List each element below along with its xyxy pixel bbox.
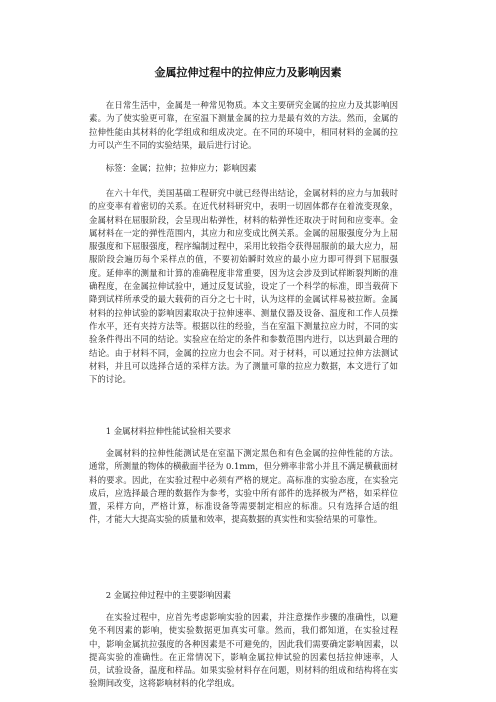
section-2-paragraph: 在实验过程中，应首先考虑影响实验的因素，并注意操作步骤的准确性，以避免不利因素的影响，使实验数据更加真实可靠。然而，我们都知道，在实验过程中，影响金属抗拉强度的各种因素是不可避免的，因此我们需要确定影响因素，以提高实验的准确性。在正常情况下，影响金属拉伸试验的因素包括拉伸速率，人员，试验设备，温度和样品。如果实验材料存在问题，则材料的组成和结构将在实验期间改变，这将影响材料的化学组成。 [89, 612, 398, 689]
keywords-line: 标签：金属；拉伸；拉伸应力；影响因素 [105, 163, 257, 173]
section-1-paragraph: 金属材料的拉伸性能测试是在室温下测定黑色和有色金属的拉伸性能的方法。通常，所测量的物体的横截面半径为 0.1mm，但分辨率非常小并且不满足横截面材料的要求。因此，在实验过程中必须有严格的规定。高标准的实验态度，在实验完成后，应选择最合理的数据作为参考，实验中所有部件的选择极为严格，如采样位置，采样方向，严格计算，标准设备等需要制定相应的标准。只有选择合适的组件，才能大大提高实验的质量和效率，提高数据的真实性和实验结果的可靠性。 [89, 448, 398, 525]
intro-paragraph: 在六十年代，美国基础工程研究中就已经得出结论，金属材料的应力与加载时的应变率有着密切的关系。在近代材料研究中，表明一切固体都存在着流变现象，金属材料在屈服阶段，会呈现出粘弹性，材料的粘弹性还取决于时间和应变率。金属材料在一定的弹性范围内，其应力和应变成比例关系。金属的屈服强度分为上屈服强度和下屈服强度，程序编制过程中，采用比较指令获得屈服前的最大应力，屈服阶段会遍历每个采样点的值，不要初始瞬时效应的最小应力即可得到下屈服强度。延伸率的测量和计算的准确程度非常重要，因为这会涉及到试样断裂判断的准确程度，在金属拉伸试验中，通过反复试验，设定了一个科学的标准，即当载荷下降到试样所承受的最大载荷的百分之七十时，认为这样的金属试样易被拉断。金属材料的拉伸试验的影响因素取决于拉伸速率、测量仪器及设备、温度和工作人员操作水平，还有夹持方法等。根据以往的经验，当在室温下测量拉应力时，不同的实验条件得出不同的结论。实验应在给定的条件和参数范围内进行，以达到最合理的结论。由于材料不同，金属的拉应力也会不同。对于材料，可以通过拉伸方法测试材料，并且可以选择合适的采样方法。为了测量可靠的拉应力数据，本文进行了如下的讨论。 [89, 188, 398, 385]
paper-title: 金属拉伸过程中的拉伸应力及影响因素 [154, 66, 342, 79]
section-2-heading: 2 金属拉伸过程中的主要影响因素 [105, 590, 232, 600]
abstract-paragraph: 在日常生活中，金属是一种常见物质。本文主要研究金属的拉应力及其影响因素。为了使实验更可靠，在室温下测量金属的拉力是最有效的方法。然而，金属的拉伸性能由其材料的化学组成和组成决定。在不同的环境中，相同材料的金属的拉力可以产生不同的实验结果，最后进行讨论。 [89, 100, 398, 150]
section-1-heading: 1 金属材料拉伸性能试验相关要求 [105, 426, 232, 436]
